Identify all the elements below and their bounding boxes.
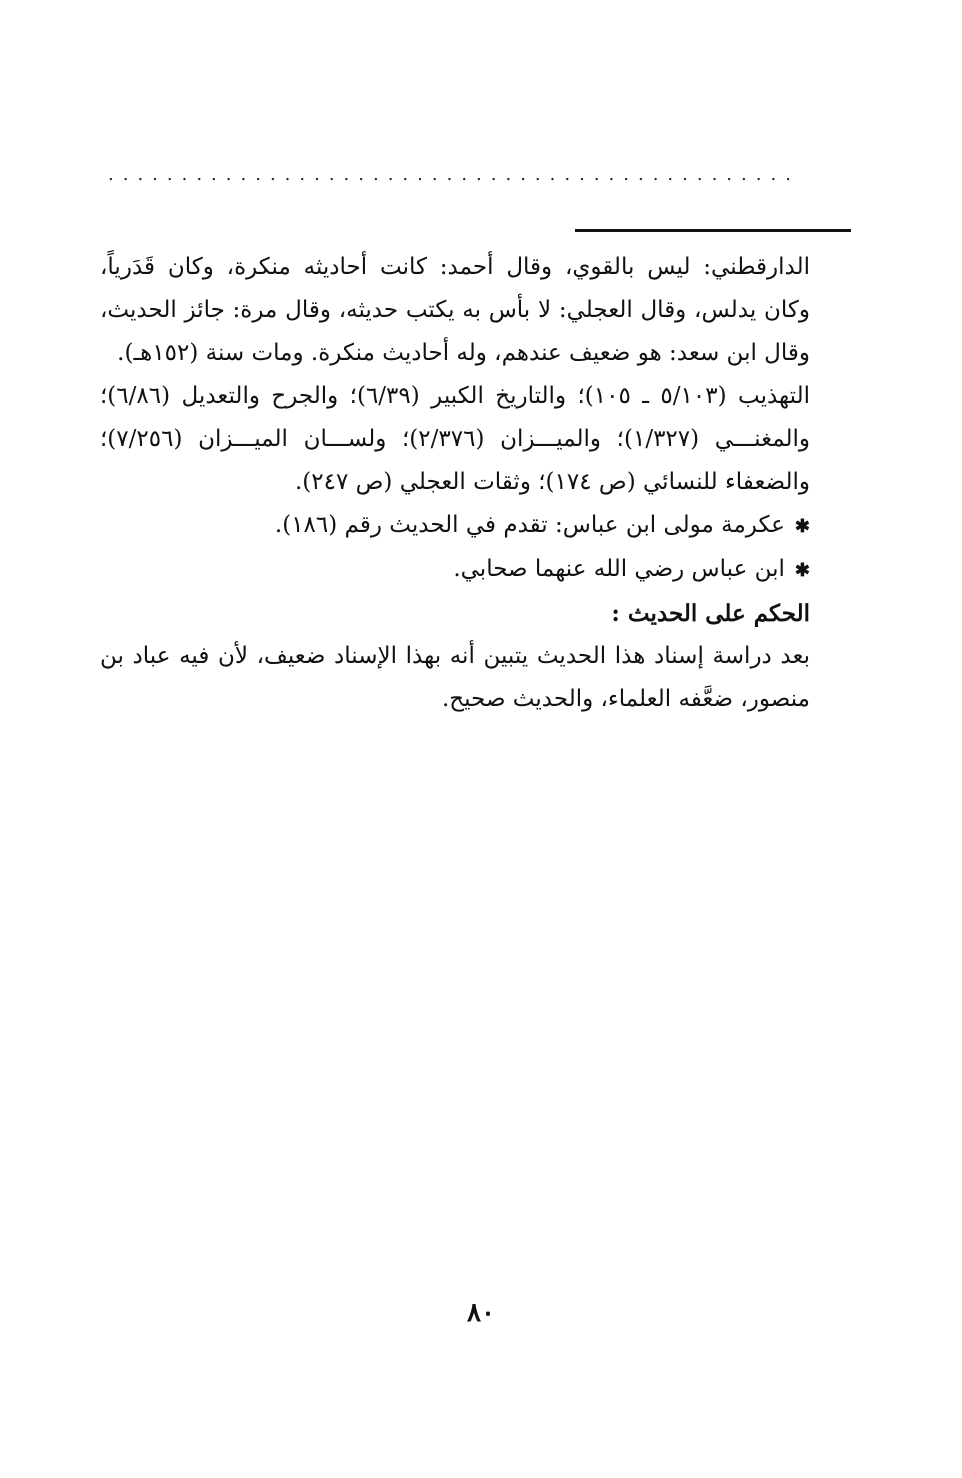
narrator-paragraph: الدارقطني: ليس بالقوي، وقال أحمد: كانت أحاديثه منكرة، وكان قَدَرياً، وكان يدلس، وقال العجلي: لا بأس به يكتب حديثه، وقال مرة: جائز الحديث، وقال ابن سعد: هو ضعيف عندهم، وله أحاديث منكرة. ومات سنة (١٥٢هـ). — [100, 254, 810, 366]
references-paragraph: التهذيب (٥/١٠٣ ـ ١٠٥)؛ والتاريخ الكبير (٦/٣٩)؛ والجرح والتعديل (٦/٨٦)؛ والمغنـــي (١/٣٢٧)؛ والميـــزان (٢/٣٧٦)؛ ولســـان الميـــزان (٧/٢٥٦)؛ والضعفاء للنسائي (ص ١٧٤)؛ وثقات العجلي (ص ٢٤٧). — [100, 383, 810, 495]
page-number: ٨٠ — [467, 1298, 495, 1328]
page-body — [100, 246, 810, 721]
bullet-text: عكرمة مولى ابن عباس: تقدم في الحديث رقم (١٨٦). — [274, 512, 785, 538]
asterisk-icon: ✱ — [794, 560, 810, 581]
asterisk-icon: ✱ — [794, 516, 810, 537]
bullet-item-ikrimah — [100, 504, 810, 548]
dotted-separator: ............................................... — [108, 168, 800, 182]
ruling-heading: الحكم على الحديث : — [611, 600, 810, 627]
bullet-text: ابن عباس رضي الله عنهما صحابي. — [453, 556, 785, 582]
bullet-item-ibn-abbas — [100, 548, 810, 592]
footnote-rule — [575, 229, 851, 232]
ruling-paragraph: بعد دراسة إسناد هذا الحديث يتبين أنه بهذا الإسناد ضعيف، لأن فيه عباد بن منصور، ضعَّفه العلماء، والحديث صحيح. — [100, 643, 810, 712]
